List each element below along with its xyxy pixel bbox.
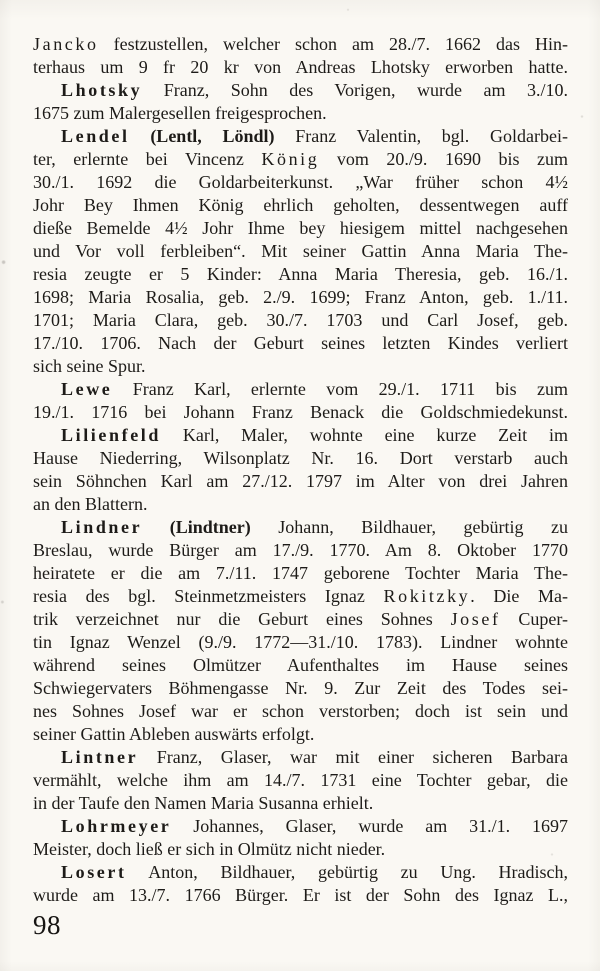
paragraph bbox=[33, 424, 568, 516]
entry-name: Losert bbox=[61, 862, 127, 882]
text-line bbox=[33, 217, 568, 240]
text-line bbox=[33, 654, 568, 677]
text-line bbox=[33, 884, 568, 907]
paragraph bbox=[33, 33, 568, 79]
text-segment: Johannes, Glaser, wurde am 31./1. 1697 bbox=[171, 816, 568, 836]
text-line bbox=[33, 792, 568, 815]
text-line bbox=[33, 263, 568, 286]
text-line bbox=[33, 769, 568, 792]
text-segment: terhaus um 9 fr 20 kr von Andreas Lhotsky erworben hatte. bbox=[33, 57, 568, 77]
text-segment: Anton, Bildhauer, gebürtig zu Ung. Hradisch, bbox=[126, 862, 568, 882]
text-segment: an den Blattern. bbox=[33, 494, 148, 514]
text-line bbox=[33, 562, 568, 585]
text-line bbox=[33, 79, 568, 102]
text-line bbox=[33, 631, 568, 654]
text-segment: sich seine Spur. bbox=[33, 356, 146, 376]
text-line bbox=[33, 861, 568, 884]
text-line bbox=[33, 815, 568, 838]
text-segment: Franz Karl, erlernte vom 29./1. 1711 bis zum bbox=[112, 379, 568, 399]
text-line bbox=[33, 332, 568, 355]
entry-name: Lilienfeld bbox=[61, 425, 162, 445]
text-segment: resia des bgl. Steinmetzmeisters Ignaz bbox=[33, 586, 384, 606]
text-segment: Breslau, wurde Bürger am 17./9. 1770. Am 8. Oktober 1770 bbox=[33, 540, 568, 560]
text-line bbox=[33, 723, 568, 746]
paragraph bbox=[33, 746, 568, 815]
text-line bbox=[33, 700, 568, 723]
text-segment: nes Sohnes Josef war er schon verstorben; doch ist sein und bbox=[33, 701, 568, 721]
text-line bbox=[33, 585, 568, 608]
text-segment: tin Ignaz Wenzel (9./9. 1772—31./10. 1783). Lindner wohnte bbox=[33, 632, 568, 652]
text-segment: und Vor voll ferbleiben“. Mit seiner Gattin Anna Maria The- bbox=[33, 241, 568, 261]
text-segment: festzustellen, welcher schon am 28./7. 1662 das Hin- bbox=[98, 34, 568, 54]
text-line bbox=[33, 608, 568, 631]
text-line bbox=[33, 194, 568, 217]
text-segment: Johann, Bildhauer, gebürtig zu bbox=[250, 517, 569, 537]
text-segment: 30./1. 1692 die Goldarbeiterkunst. „War früher schon 4½ bbox=[33, 172, 568, 192]
text-line bbox=[33, 378, 568, 401]
text-line bbox=[33, 401, 568, 424]
text-segment: sein Söhnchen Karl am 27./12. 1797 im Alter von drei Jahren bbox=[33, 471, 568, 491]
text-line bbox=[33, 355, 568, 378]
text-line bbox=[33, 539, 568, 562]
page-text bbox=[33, 33, 568, 907]
text-segment: ter, erlernte bei Vincenz bbox=[33, 149, 262, 169]
entry-name: Lintner bbox=[61, 747, 139, 767]
paragraph bbox=[33, 125, 568, 378]
paragraph bbox=[33, 861, 568, 907]
text-segment: seiner Gattin Ableben auswärts erfolgt. bbox=[33, 724, 315, 744]
text-segment: resia zeugte er 5 Kinder: Anna Maria Theresia, geb. 16./1. bbox=[33, 264, 568, 284]
text-segment: Meister, doch ließ er sich in Olmütz nicht nieder. bbox=[33, 839, 386, 859]
text-segment: Cuper- bbox=[500, 609, 568, 629]
spaced-name: Rokitzky bbox=[383, 586, 471, 606]
spaced-name: König bbox=[261, 149, 320, 169]
spaced-name: Jancko bbox=[33, 34, 99, 54]
page-number: 98 bbox=[33, 910, 61, 940]
entry-variant: (Lentl, Löndl) bbox=[129, 126, 275, 146]
text-segment: Schwiegervaters Böhmengasse Nr. 9. Zur Zeit des Todes sei- bbox=[33, 678, 568, 698]
text-line bbox=[33, 33, 568, 56]
text-segment: heiratete er die am 7./11. 1747 geborene Tochter Maria The- bbox=[33, 563, 568, 583]
text-line bbox=[33, 148, 568, 171]
entry-name: Lhotsky bbox=[61, 80, 143, 100]
text-segment: 17./10. 1706. Nach der Geburt seines letzten Kindes verliert bbox=[33, 333, 568, 353]
paragraph bbox=[33, 79, 568, 125]
text-line bbox=[33, 470, 568, 493]
entry-name: Lindner bbox=[61, 517, 143, 537]
text-segment: vermählt, welche ihm am 14./7. 1731 eine Tochter gebar, die bbox=[33, 770, 568, 790]
paragraph bbox=[33, 378, 568, 424]
entry-name: Lewe bbox=[61, 379, 113, 399]
text-segment: Karl, Maler, wohnte eine kurze Zeit im bbox=[161, 425, 568, 445]
text-line bbox=[33, 424, 568, 447]
text-segment: Franz Valentin, bgl. Goldarbei- bbox=[274, 126, 568, 146]
text-segment: wurde am 13./7. 1766 Bürger. Er ist der Sohn des Ignaz L., bbox=[33, 885, 568, 905]
text-line bbox=[33, 493, 568, 516]
text-segment: 1701; Maria Clara, geb. 30./7. 1703 und Carl Josef, geb. bbox=[33, 310, 568, 330]
text-line bbox=[33, 240, 568, 263]
spaced-name: Josef bbox=[450, 609, 501, 629]
text-segment: trik verzeichnet nur die Geburt eines Sohnes bbox=[33, 609, 451, 629]
text-line bbox=[33, 677, 568, 700]
text-segment: Hause Niederring, Wilsonplatz Nr. 16. Dort verstarb auch bbox=[33, 448, 568, 468]
text-line bbox=[33, 447, 568, 470]
text-line bbox=[33, 56, 568, 79]
text-segment: 19./1. 1716 bei Johann Franz Benack die Goldschmiedekunst. bbox=[33, 402, 568, 422]
text-segment: . Die Ma- bbox=[470, 586, 568, 606]
text-line bbox=[33, 125, 568, 148]
text-line bbox=[33, 171, 568, 194]
text-segment: 1698; Maria Rosalia, geb. 2./9. 1699; Franz Anton, geb. 1./11. bbox=[33, 287, 568, 307]
text-line bbox=[33, 286, 568, 309]
entry-name: Lohrmeyer bbox=[61, 816, 172, 836]
text-segment: Franz, Glaser, war mit einer sicheren Barbara bbox=[138, 747, 568, 767]
text-line bbox=[33, 102, 568, 125]
text-segment: in der Taufe den Namen Maria Susanna erhielt. bbox=[33, 793, 374, 813]
paragraph bbox=[33, 815, 568, 861]
text-segment: Franz, Sohn des Vorigen, wurde am 3./10. bbox=[142, 80, 568, 100]
text-segment: vom 20./9. 1690 bis zum bbox=[319, 149, 568, 169]
text-segment: während seines Olmützer Aufenthaltes im Hause seines bbox=[33, 655, 568, 675]
paragraph bbox=[33, 516, 568, 746]
text-line bbox=[33, 516, 568, 539]
entry-variant: (Lindtner) bbox=[142, 517, 251, 537]
text-segment: 1675 zum Malergesellen freigesprochen. bbox=[33, 103, 327, 123]
entry-name: Lendel bbox=[61, 126, 130, 146]
text-segment: dieße Bemelde 4½ Johr Ihme bey hiesigem mittel nachgesehen bbox=[33, 218, 568, 238]
text-line bbox=[33, 838, 568, 861]
text-line bbox=[33, 746, 568, 769]
text-segment: Johr Bey Ihmen König ehrlich geholten, dessentwegen auff bbox=[33, 195, 568, 215]
text-line bbox=[33, 309, 568, 332]
